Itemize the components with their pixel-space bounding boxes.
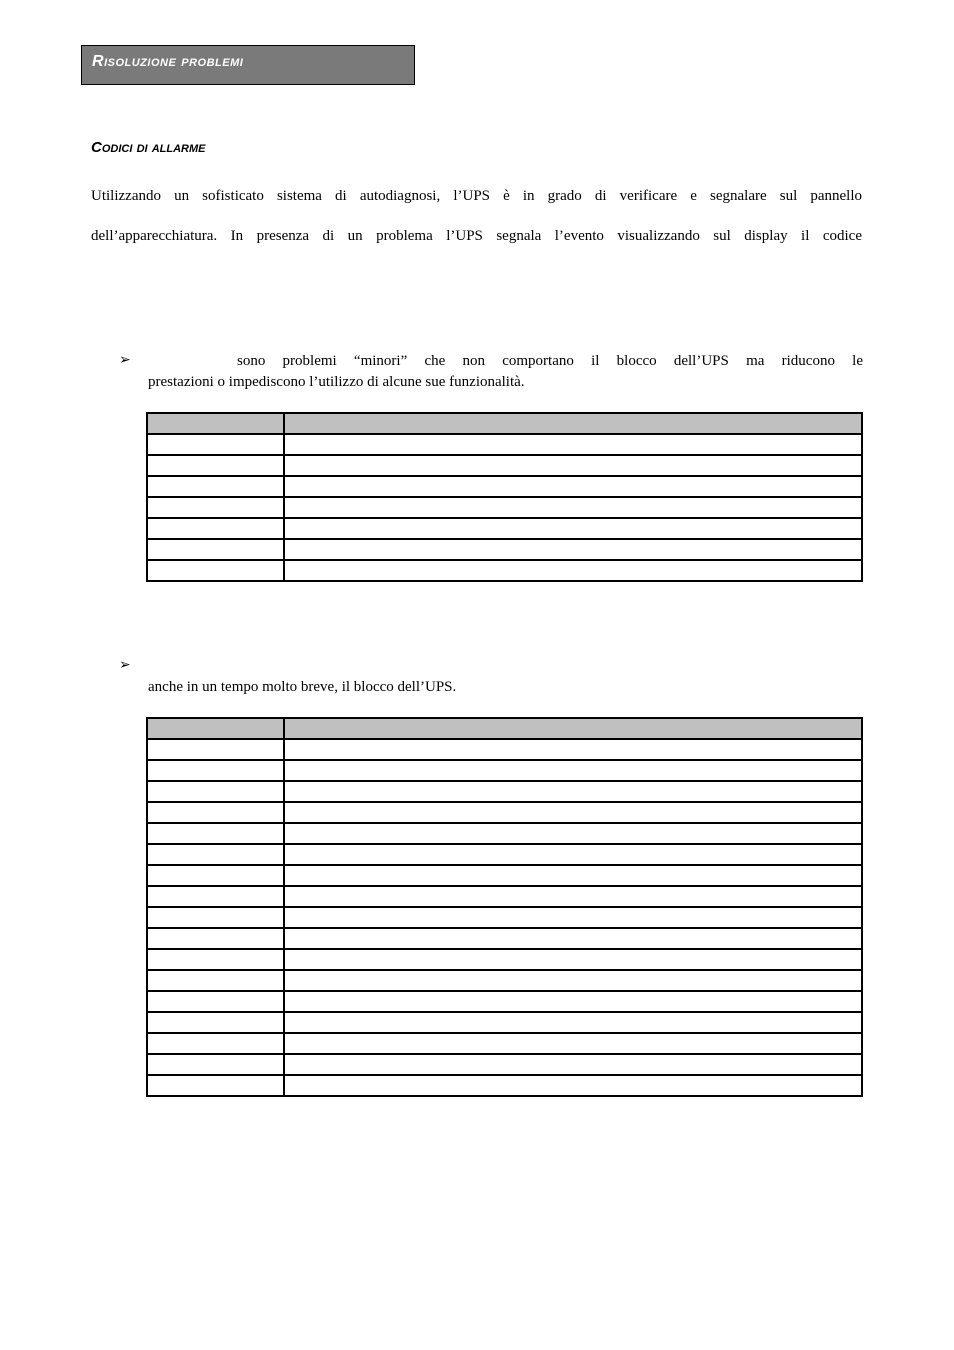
code-cell [147, 865, 284, 886]
code-cell [147, 718, 284, 739]
anomalies-line-1: sono problemi “minori” che non comportano il blocco dell’UPS ma riducono le [237, 353, 863, 369]
description-cell [284, 928, 862, 949]
code-cell [147, 539, 284, 560]
description-cell [284, 991, 862, 1012]
code-cell [147, 781, 284, 802]
alarms-line-2: anche in un tempo molto breve, il blocco dell’UPS. [148, 679, 457, 695]
description-cell [284, 760, 862, 781]
description-cell [284, 539, 862, 560]
table-row [147, 781, 862, 802]
chapter-title: Risoluzione problemi [92, 53, 244, 70]
description-cell [284, 497, 862, 518]
table-row [147, 476, 862, 497]
description-cell [284, 718, 862, 739]
table-row [147, 907, 862, 928]
table-row [147, 886, 862, 907]
code-cell [147, 886, 284, 907]
description-cell [284, 865, 862, 886]
description-cell [284, 949, 862, 970]
code-cell [147, 560, 284, 581]
anomalies-line-1-wrap [237, 351, 863, 372]
table-row [147, 434, 862, 455]
table-row [147, 539, 862, 560]
intro-paragraph [91, 176, 862, 256]
table-row [147, 991, 862, 1012]
code-cell [147, 844, 284, 865]
description-cell [284, 1012, 862, 1033]
table-row [147, 865, 862, 886]
description-cell [284, 413, 862, 434]
code-cell [147, 739, 284, 760]
table-header-row [147, 413, 862, 434]
code-cell [147, 434, 284, 455]
table-row [147, 1033, 862, 1054]
bullet-arrow-icon: ➢ [119, 657, 131, 673]
table-row [147, 823, 862, 844]
code-cell [147, 1033, 284, 1054]
code-cell [147, 949, 284, 970]
intro-line-1: Utilizzando un sofisticato sistema di autodiagnosi, l’UPS è in grado di verificare e segnalare sul pannello [91, 188, 862, 204]
description-cell [284, 886, 862, 907]
code-cell [147, 823, 284, 844]
code-cell [147, 1054, 284, 1075]
code-cell [147, 970, 284, 991]
code-cell [147, 991, 284, 1012]
table-row [147, 497, 862, 518]
table-row [147, 455, 862, 476]
description-cell [284, 844, 862, 865]
code-cell [147, 476, 284, 497]
description-cell [284, 560, 862, 581]
anomalies-table [146, 412, 863, 582]
table-header-row [147, 718, 862, 739]
table-row [147, 560, 862, 581]
anomalies-line-2: prestazioni o impediscono l’utilizzo di alcune sue funzionalità. [148, 374, 525, 390]
code-cell [147, 455, 284, 476]
section-title: Codici di allarme [91, 139, 206, 156]
anomalies-line-2-wrap [148, 372, 863, 393]
table-row [147, 518, 862, 539]
description-cell [284, 739, 862, 760]
table-row [147, 1012, 862, 1033]
code-cell [147, 907, 284, 928]
table-row [147, 949, 862, 970]
code-cell [147, 413, 284, 434]
code-cell [147, 1012, 284, 1033]
description-cell [284, 907, 862, 928]
description-cell [284, 970, 862, 991]
table-row [147, 760, 862, 781]
code-cell [147, 760, 284, 781]
table-row [147, 739, 862, 760]
table-row [147, 844, 862, 865]
code-cell [147, 518, 284, 539]
description-cell [284, 476, 862, 497]
alarms-line-2-wrap [148, 677, 863, 698]
table-row [147, 1054, 862, 1075]
chapter-header [81, 45, 415, 85]
table-row [147, 970, 862, 991]
description-cell [284, 434, 862, 455]
table-row [147, 928, 862, 949]
description-cell [284, 802, 862, 823]
intro-line-2: dell’apparecchiatura. In presenza di un problema l’UPS segnala l’evento visualizzando sul display il codice [91, 228, 862, 244]
description-cell [284, 823, 862, 844]
code-cell [147, 928, 284, 949]
code-cell [147, 1075, 284, 1096]
alarms-table [146, 717, 863, 1097]
description-cell [284, 1033, 862, 1054]
description-cell [284, 518, 862, 539]
table-row [147, 1075, 862, 1096]
bullet-arrow-icon: ➢ [119, 352, 131, 368]
description-cell [284, 781, 862, 802]
table-row [147, 802, 862, 823]
code-cell [147, 497, 284, 518]
code-cell [147, 802, 284, 823]
description-cell [284, 1075, 862, 1096]
description-cell [284, 1054, 862, 1075]
description-cell [284, 455, 862, 476]
